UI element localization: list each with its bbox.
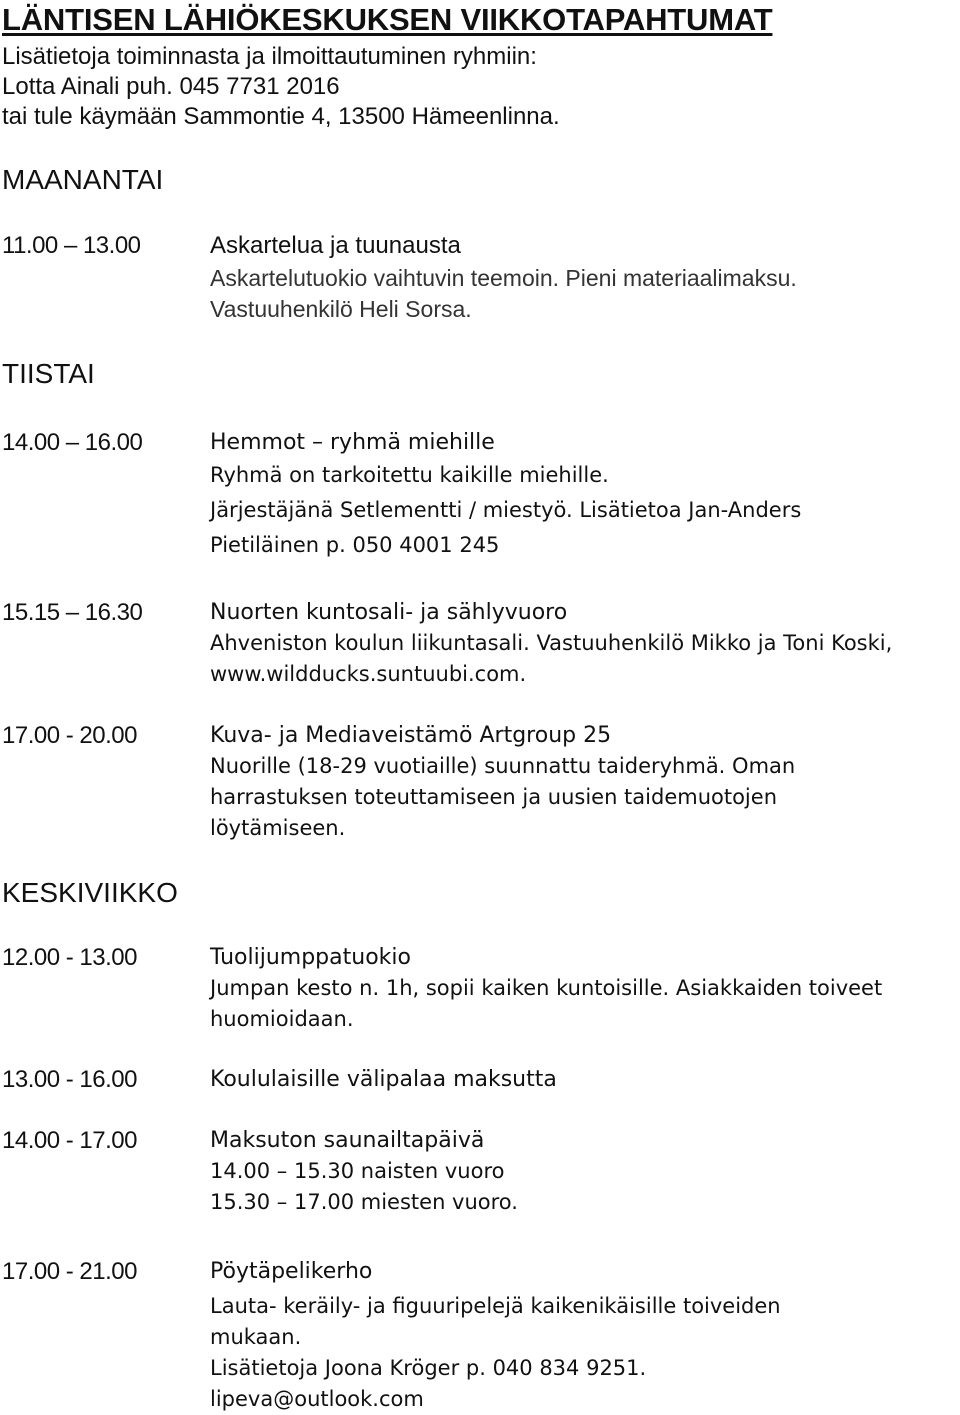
- event-time: 14.00 – 16.00: [2, 429, 143, 456]
- day-heading-tuesday: TIISTAI: [2, 358, 95, 389]
- description-line: harrastuksen toteuttamiseen ja uusien taidemuotojen: [210, 785, 777, 809]
- event-title: Kuva- ja Mediaveistämö Artgroup 25: [210, 723, 612, 748]
- description-line: Lisätietoja Joona Kröger p. 040 834 9251.: [210, 1356, 647, 1380]
- intro-block: [2, 42, 560, 132]
- intro-line: Lotta Ainali puh. 045 7731 2016: [2, 73, 340, 100]
- event-time: 15.15 – 16.30: [2, 599, 143, 626]
- description-line: huomioidaan.: [210, 1007, 354, 1031]
- description-line: Ryhmä on tarkoitettu kaikille miehille.: [210, 463, 609, 487]
- event-title: Tuolijumppatuokio: [210, 945, 411, 970]
- event-title: Maksuton saunailtapäivä: [210, 1128, 485, 1153]
- description-line: Ahveniston koulun liikuntasali. Vastuuhenkilö Mikko ja Toni Koski,: [210, 631, 893, 655]
- description-line: Askartelutuokio vaihtuvin teemoin. Pieni materiaalimaksu.: [210, 265, 797, 291]
- description-line: Järjestäjänä Setlementti / miestyö. Lisätietoa Jan-Anders: [210, 498, 802, 522]
- email-link[interactable]: lipeva@outlook.com: [210, 1387, 424, 1411]
- event-description: [210, 973, 960, 1035]
- event-description: [210, 751, 960, 844]
- event-title: Pöytäpelikerho: [210, 1259, 373, 1284]
- event-time: 17.00 - 20.00: [2, 722, 137, 749]
- intro-line: Lisätietoja toiminnasta ja ilmoittautuminen ryhmiin:: [2, 43, 537, 70]
- description-line: Lauta- keräily- ja figuuripelejä kaikenikäisille toiveiden: [210, 1294, 781, 1318]
- description-line: Vastuuhenkilö Heli Sorsa.: [210, 296, 472, 322]
- day-heading-monday: MAANANTAI: [2, 164, 164, 195]
- event-time: 14.00 - 17.00: [2, 1127, 137, 1154]
- description-line: Nuorille (18-29 vuotiaille) suunnattu taideryhmä. Oman: [210, 754, 796, 778]
- event-description: [210, 1156, 960, 1218]
- description-line: 14.00 – 15.30 naisten vuoro: [210, 1159, 505, 1183]
- description-line: www.wildducks.suntuubi.com.: [210, 662, 527, 686]
- event-title: Koululaisille välipalaa maksutta: [210, 1067, 557, 1092]
- event-title: Hemmot – ryhmä miehille: [210, 430, 495, 455]
- event-description: [210, 628, 960, 690]
- description-line: Jumpan kesto n. 1h, sopii kaiken kuntoisille. Asiakkaiden toiveet: [210, 976, 883, 1000]
- description-line: mukaan.: [210, 1325, 302, 1349]
- description-line: 15.30 – 17.00 miesten vuoro.: [210, 1190, 518, 1214]
- intro-line: tai tule käymään Sammontie 4, 13500 Hämeenlinna.: [2, 103, 560, 130]
- event-description: [210, 263, 960, 325]
- event-time: 11.00 – 13.00: [2, 232, 141, 259]
- event-time: 13.00 - 16.00: [2, 1066, 137, 1093]
- event-description: [210, 1291, 960, 1415]
- event-time: 12.00 - 13.00: [2, 944, 137, 971]
- event-time: 17.00 - 21.00: [2, 1258, 137, 1285]
- description-line: löytämiseen.: [210, 816, 346, 840]
- event-title: Askartelua ja tuunausta: [210, 232, 461, 259]
- day-heading-wednesday: KESKIVIIKKO: [2, 877, 178, 908]
- page-title: LÄNTISEN LÄHIÖKESKUKSEN VIIKKOTAPAHTUMAT: [2, 2, 773, 37]
- event-description: [210, 458, 960, 563]
- event-title: Nuorten kuntosali- ja sählyvuoro: [210, 600, 568, 625]
- description-line: Pietiläinen p. 050 4001 245: [210, 533, 500, 557]
